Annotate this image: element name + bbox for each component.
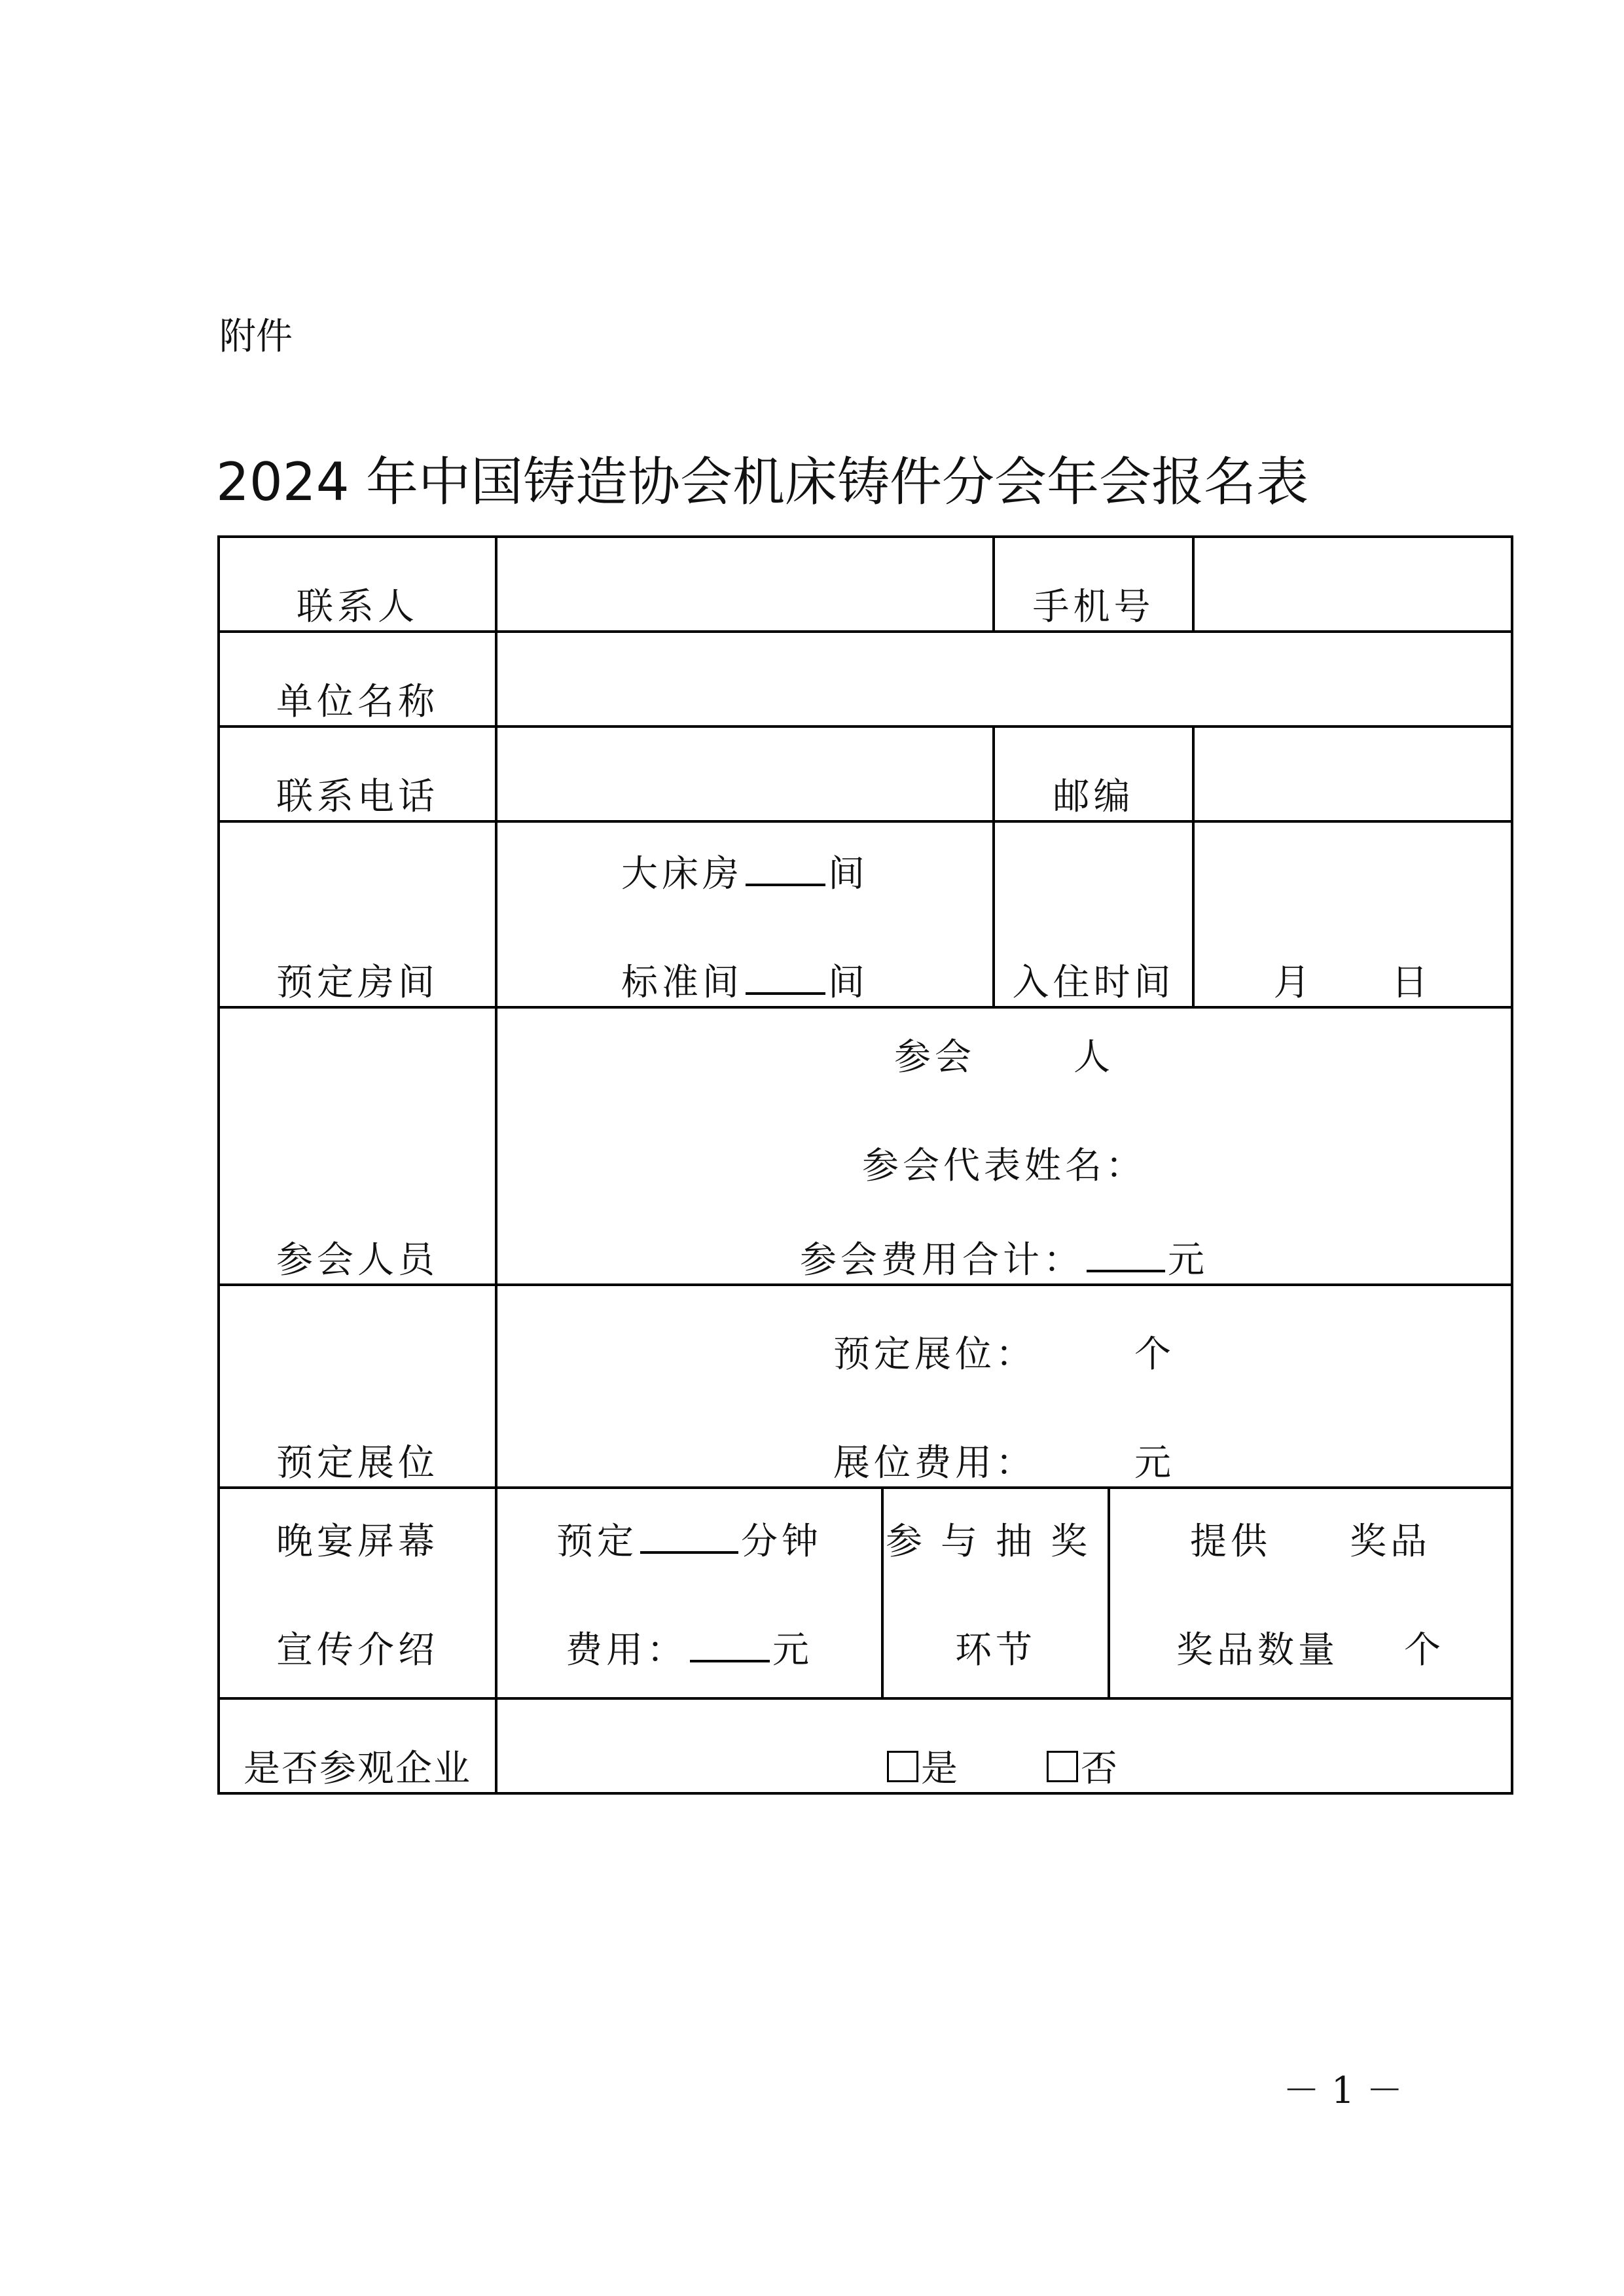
phone-label: 联系电话 <box>219 726 496 821</box>
month-label: 月 <box>1273 961 1314 1004</box>
total-fee-line <box>497 1231 1511 1283</box>
reserve-label: 预定 <box>556 1520 638 1563</box>
row-room <box>219 821 1512 1007</box>
phone-value-cell[interactable] <box>496 726 994 821</box>
lottery-line1: 参与抽奖 <box>886 1520 1106 1563</box>
standard-room-label: 标准间 <box>621 961 743 1004</box>
fee-label: 费用： <box>566 1629 687 1672</box>
booth-cell <box>496 1285 1512 1488</box>
count-unit: 个 <box>1134 1333 1175 1376</box>
attachment-label: 附件 <box>219 315 293 358</box>
row-attendees <box>219 1007 1512 1285</box>
day-label: 日 <box>1391 961 1432 1004</box>
room-unit: 间 <box>828 853 869 895</box>
provide-label: 提供 <box>1190 1520 1271 1563</box>
banquet-label-cell <box>219 1488 496 1698</box>
postcode-label: 邮编 <box>994 726 1193 821</box>
yes-option: 是 <box>921 1748 962 1790</box>
visit-options-cell <box>496 1698 1512 1793</box>
page-title: 2024 年中国铸造协会机床铸件分会年会报名表 <box>216 452 1309 512</box>
standard-room-blank[interactable] <box>746 958 825 995</box>
page-number: － 1 － <box>1283 2070 1403 2112</box>
mobile-label: 手机号 <box>994 537 1193 632</box>
big-bed-blank[interactable] <box>746 850 825 886</box>
banquet-label-line1: 晚宴屏幕 <box>276 1520 439 1563</box>
banquet-fee-line <box>497 1621 881 1674</box>
no-checkbox[interactable] <box>1047 1751 1078 1782</box>
attendee-names-line <box>497 1137 1511 1189</box>
prize-label: 奖品 <box>1350 1520 1431 1563</box>
attendees-label: 参会人员 <box>219 1007 496 1285</box>
booth-count-line <box>497 1325 1511 1378</box>
total-fee-blank[interactable] <box>1087 1236 1165 1272</box>
room-label: 预定房间 <box>219 821 496 1007</box>
yuan-unit: 元 <box>1134 1442 1175 1484</box>
booth-fee-label: 展位费用： <box>833 1442 1036 1484</box>
booth-label: 预定展位 <box>219 1285 496 1488</box>
person-unit: 人 <box>1074 1036 1114 1079</box>
booth-fee-line <box>497 1434 1511 1486</box>
company-value-cell[interactable] <box>496 632 1512 726</box>
row-contact <box>219 537 1512 632</box>
count-unit: 个 <box>1404 1629 1445 1672</box>
room-type-cell <box>496 821 994 1007</box>
checkin-date-cell[interactable] <box>1193 821 1512 1007</box>
visit-label: 是否参观企业 <box>219 1698 496 1793</box>
checkin-label: 入住时间 <box>994 821 1193 1007</box>
row-booth <box>219 1285 1512 1488</box>
contact-person-label: 联系人 <box>219 537 496 632</box>
prize-provide-line <box>1110 1513 1511 1565</box>
row-company <box>219 632 1512 726</box>
reserve-line <box>497 1513 881 1565</box>
row-visit <box>219 1698 1512 1793</box>
row-banquet <box>219 1488 1512 1698</box>
total-fee-label: 参会费用合计： <box>800 1239 1084 1282</box>
yuan-unit: 元 <box>1168 1239 1208 1282</box>
booth-count-label: 预定展位： <box>833 1333 1036 1376</box>
yes-checkbox[interactable] <box>887 1751 918 1782</box>
big-bed-label: 大床房 <box>621 853 743 895</box>
mobile-value-cell[interactable] <box>1193 537 1512 632</box>
yuan-unit: 元 <box>772 1629 813 1672</box>
room-unit: 间 <box>828 961 869 1004</box>
registration-form-table <box>217 535 1513 1795</box>
reserve-minutes-blank[interactable] <box>640 1517 738 1554</box>
standard-room-line <box>497 954 992 1006</box>
attendee-names-label: 参会代表姓名： <box>862 1145 1146 1187</box>
postcode-value-cell[interactable] <box>1193 726 1512 821</box>
company-label: 单位名称 <box>219 632 496 726</box>
lottery-line2: 环节 <box>955 1629 1036 1672</box>
row-phone <box>219 726 1512 821</box>
prize-count-line <box>1110 1621 1511 1674</box>
attend-count-line <box>497 1028 1511 1081</box>
banquet-fee-blank[interactable] <box>690 1626 770 1662</box>
banquet-label-line2: 宣传介绍 <box>276 1629 439 1672</box>
lottery-cell <box>882 1488 1109 1698</box>
prize-cell <box>1109 1488 1512 1698</box>
contact-person-value-cell[interactable] <box>496 537 994 632</box>
prize-count-label: 奖品数量 <box>1176 1629 1339 1672</box>
attendees-cell <box>496 1007 1512 1285</box>
attend-count-label: 参会 <box>894 1036 975 1079</box>
minute-unit: 分钟 <box>741 1520 822 1563</box>
no-option: 否 <box>1081 1748 1121 1790</box>
big-bed-line <box>497 845 992 897</box>
banquet-reserve-cell <box>496 1488 882 1698</box>
